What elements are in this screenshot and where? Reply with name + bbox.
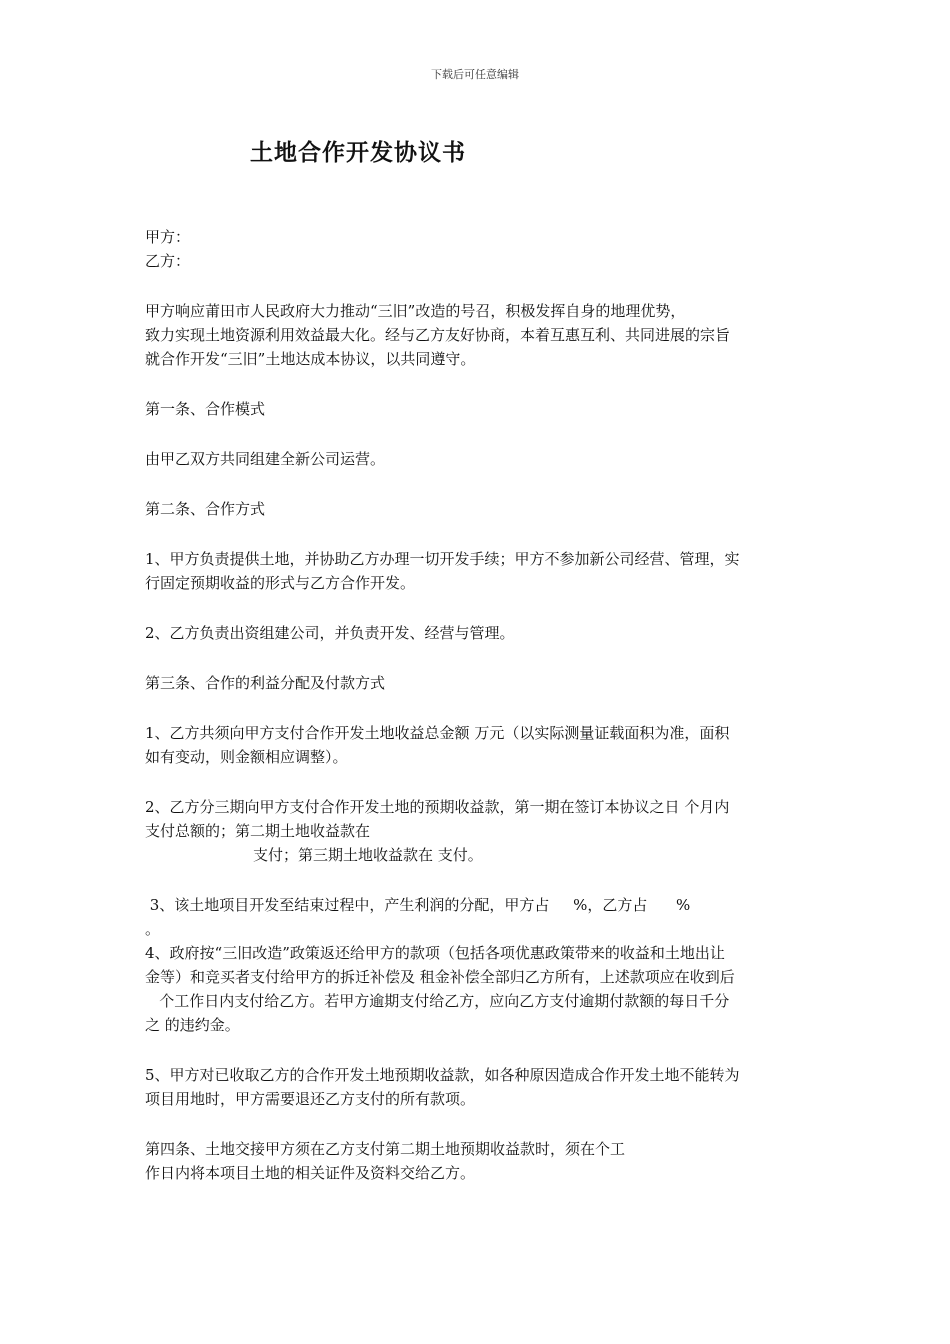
article-3-item-1: 如有变动，则金额相应调整）。	[145, 748, 348, 766]
article-4-text: 第四条、土地交接甲方须在乙方支付第二期土地预期收益款时，须在个工	[145, 1140, 626, 1158]
article-2-item-2: 2、乙方负责出资组建公司，并负责开发、经营与管理。	[145, 624, 515, 642]
article-3-item-2: 2、乙方分三期向甲方支付合作开发土地的预期收益款，第一期在签订本协议之日 个月内	[145, 798, 730, 816]
article-3-item-3: 。	[145, 920, 161, 938]
party-a-line: 甲方：	[145, 228, 191, 246]
article-3-item-4: 之 的违约金。	[145, 1016, 240, 1034]
article-3-item-1: 1、乙方共须向甲方支付合作开发土地收益总金额 万元（以实际测量证载面积为准，面积	[145, 724, 730, 742]
header-note: 下载后可任意编辑	[431, 68, 519, 81]
article-1-text: 由甲乙双方共同组建全新公司运营。	[145, 450, 386, 468]
document-body	[145, 225, 810, 1185]
article-3-item-2: 支付总额的；第二期土地收益款在	[145, 822, 371, 840]
article-3-item-5: 5、甲方对已收取乙方的合作开发土地预期收益款，如各种原因造成合作开发土地不能转为	[145, 1066, 740, 1084]
article-1-heading: 第一条、合作模式	[145, 400, 266, 418]
article-4-text: 作日内将本项目土地的相关证件及资料交给乙方。	[145, 1164, 476, 1182]
article-3-item-4: 个工作日内支付给乙方。若甲方逾期支付给乙方，应向乙方支付逾期付款额的每日千分	[145, 992, 730, 1010]
article-2-item-1: 1、甲方负责提供土地，并协助乙方办理一切开发手续；甲方不参加新公司经营、管理，实	[145, 550, 740, 568]
article-2-heading: 第二条、合作方式	[145, 500, 266, 518]
article-3-item-4: 4、政府按“三旧改造”政策返还给甲方的款项（包括各项优惠政策带来的收益和土地出让	[145, 944, 725, 962]
article-3-item-3: 3、该土地项目开发至结束过程中，产生利润的分配，甲方占 %，乙方占 %	[145, 896, 691, 914]
article-2-item-1: 行固定预期收益的形式与乙方合作开发。	[145, 574, 416, 592]
article-3-item-4: 金等）和竞买者支付给甲方的拆迁补偿及 租金补偿全部归乙方所有，上述款项应在收到后	[145, 968, 735, 986]
preamble-line: 就合作开发“三旧”土地达成本协议，以共同遵守。	[145, 350, 476, 368]
preamble-line: 致力实现土地资源利用效益最大化。经与乙方友好协商，本着互惠互利、共同进展的宗旨	[145, 326, 731, 344]
party-b-line: 乙方：	[145, 252, 191, 270]
article-3-heading: 第三条、合作的利益分配及付款方式	[145, 674, 386, 692]
article-3-item-5: 项目用地时，甲方需要退还乙方支付的所有款项。	[145, 1090, 476, 1108]
document-title: 土地合作开发协议书	[250, 140, 466, 166]
preamble-line: 甲方响应莆田市人民政府大力推动“三旧”改造的号召，积极发挥自身的地理优势，	[145, 302, 686, 320]
article-3-item-2: 支付；第三期土地收益款在 支付。	[253, 846, 483, 864]
